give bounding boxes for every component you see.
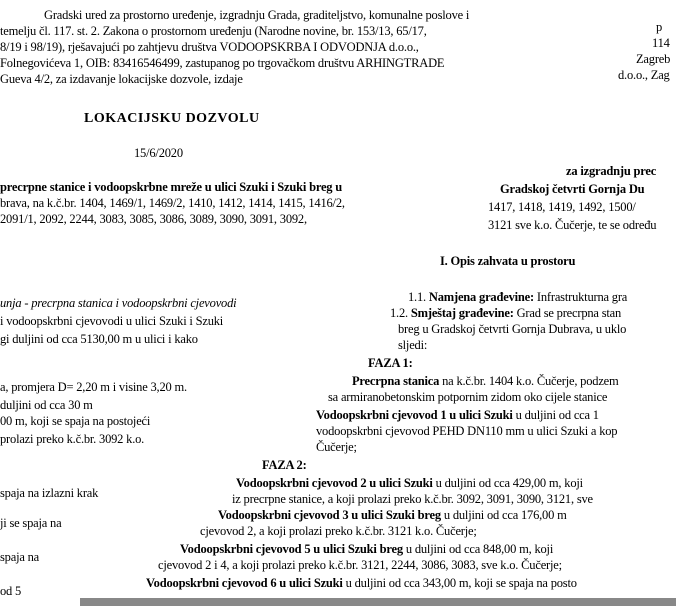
- pipe-1-text-2: vodoopskrbni cjevovod PEHD DN110 mm u ulici Szuki a kop: [316, 424, 618, 438]
- location-row: [390, 306, 621, 320]
- right-header-4: d.o.o., Zag: [618, 68, 670, 82]
- kind-row: [408, 290, 627, 304]
- left-body-9: ji se spaja na: [0, 516, 62, 530]
- right-intro-2: Gradskoj četvrti Gornja Du: [500, 182, 645, 196]
- left-body-8: spaja na izlazni krak: [0, 486, 99, 500]
- right-intro-4: 3121 sve k.o. Čučerje, te se određu: [488, 218, 657, 232]
- left-body-1: unja - precrpna stanica i vodoopskrbni cjevovodi: [0, 296, 237, 310]
- header-line-2: temelju čl. 117. st. 2. Zakona o prostornom uređenju (Narodne novine, br. 153/13, 65/17,: [0, 24, 427, 38]
- header-line-1: Gradski ured za prostorno uređenje, izgradnju Grada, graditeljstvo, komunalne poslove i: [44, 8, 470, 22]
- pipe-5-text: u duljini od cca 848,00 m, koji: [405, 542, 554, 556]
- pump-station-text: na k.č.br. 1404 k.o. Čučerje, podzem: [442, 374, 619, 388]
- left-intro-1: precrpne stanice i vodoopskrbne mreže u ulici Szuki i Szuki breg u: [0, 180, 343, 194]
- location-label: Smještaj građevine:: [410, 306, 514, 320]
- header-line-5: Gueva 4/2, za izdavanje lokacijske dozvole, izdaje: [0, 72, 243, 86]
- left-body-6: 00 m, koji se spaja na postojeći: [0, 414, 151, 428]
- kind-label: Namjena građevine:: [428, 290, 534, 304]
- pump-station-label: Precrpna stanica: [352, 374, 440, 388]
- left-intro-2: brava, na k.č.br. 1404, 1469/1, 1469/2, 1410, 1412, 1414, 1415, 1416/2,: [0, 196, 345, 210]
- pipe-6-text: u duljini od cca 343,00 m, koji se spaja na posto: [345, 576, 577, 590]
- location-continued: breg u Gradskoj četvrti Gornja Dubrava, u uklo: [398, 322, 627, 336]
- pipe-1-label: Vodoopskrbni cjevovod 1 u ulici Szuki: [316, 408, 513, 422]
- kind-number: 1.1.: [408, 290, 426, 304]
- right-header-2: 114: [652, 36, 670, 50]
- left-body-10: spaja na: [0, 550, 40, 564]
- pipe-2-text-2: iz precrpne stanice, a koji prolazi preko k.č.br. 3092, 3091, 3090, 3121, sve: [232, 492, 593, 506]
- right-intro-3: 1417, 1418, 1419, 1492, 1500/: [488, 200, 636, 214]
- left-body-4: a, promjera D= 2,20 m i visine 3,20 m.: [0, 380, 187, 394]
- pipe-5-row: [180, 542, 553, 556]
- location-number: 1.2.: [390, 306, 408, 320]
- pipe-1-row: [316, 408, 599, 422]
- kind-value: Infrastrukturna gra: [536, 290, 628, 304]
- left-body-2: i vodoopskrbni cjevovodi u ulici Szuki i Szuki: [0, 314, 224, 328]
- pump-station-row: [352, 374, 619, 388]
- pipe-3-text: u duljini od cca 176,00 m: [443, 508, 567, 522]
- right-header-1: p: [656, 20, 663, 34]
- pipe-5-text-2: cjevovod 2 i 4, a koji prolazi preko k.č.br. 3121, 2244, 3086, 3083, sve k.o. Čučerje;: [158, 558, 562, 572]
- pipe-6-row: [146, 576, 577, 590]
- location-continued-2: sljedi:: [398, 338, 428, 352]
- pipe-5-label: Vodoopskrbni cjevovod 5 u ulici Szuki breg: [180, 542, 403, 556]
- pipe-2-row: [236, 476, 583, 490]
- scanner-edge-bar: [80, 598, 676, 606]
- left-body-11: od 5: [0, 584, 22, 598]
- pipe-2-label: Vodoopskrbni cjevovod 2 u ulici Szuki: [236, 476, 433, 490]
- right-intro-1: za izgradnju prec: [566, 164, 657, 178]
- left-body-5: duljini od cca 30 m: [0, 398, 93, 412]
- pipe-2-text: u duljini od cca 429,00 m, koji: [435, 476, 583, 490]
- pipe-6-label: Vodoopskrbni cjevovod 6 u ulici Szuki: [146, 576, 343, 590]
- pipe-1-text: u duljini od cca 1: [515, 408, 599, 422]
- document-number: 15/6/2020: [134, 146, 183, 160]
- pump-station-text-2: sa armiranobetonskim potpornim zidom oko cijele stanice: [328, 390, 608, 404]
- header-line-3: 8/19 i 98/19), rješavajući po zahtjevu društva VODOOPSKRBA I ODVODNJA d.o.o.,: [0, 40, 419, 54]
- pipe-1-text-3: Čučerje;: [316, 440, 357, 454]
- header-line-4: Folnegovićeva 1, OIB: 83416546499, zastupanog po trgovačkom društvu ARHINGTRADE: [0, 56, 445, 70]
- right-header-3: Zagreb: [636, 52, 671, 66]
- pipe-3-label: Vodoopskrbni cjevovod 3 u ulici Szuki breg: [218, 508, 441, 522]
- pipe-3-text-2: cjevovod 2, a koji prolazi preko k.č.br. 3121 k.o. Čučerje;: [200, 524, 477, 538]
- phase-1-heading: FAZA 1:: [368, 356, 413, 370]
- phase-2-heading: FAZA 2:: [262, 458, 307, 472]
- left-body-3: gi duljini od cca 5130,00 m u ulici i kako: [0, 332, 198, 346]
- section-heading: I. Opis zahvata u prostoru: [440, 254, 576, 268]
- pipe-3-row: [218, 508, 567, 522]
- document-title: LOKACIJSKU DOZVOLU: [84, 111, 260, 126]
- location-value: Grad se precrpna stan: [516, 306, 622, 320]
- left-body-7: prolazi preko k.č.br. 3092 k.o.: [0, 432, 145, 446]
- left-intro-3: 2091/1, 2092, 2244, 3083, 3085, 3086, 3089, 3090, 3091, 3092,: [0, 212, 307, 226]
